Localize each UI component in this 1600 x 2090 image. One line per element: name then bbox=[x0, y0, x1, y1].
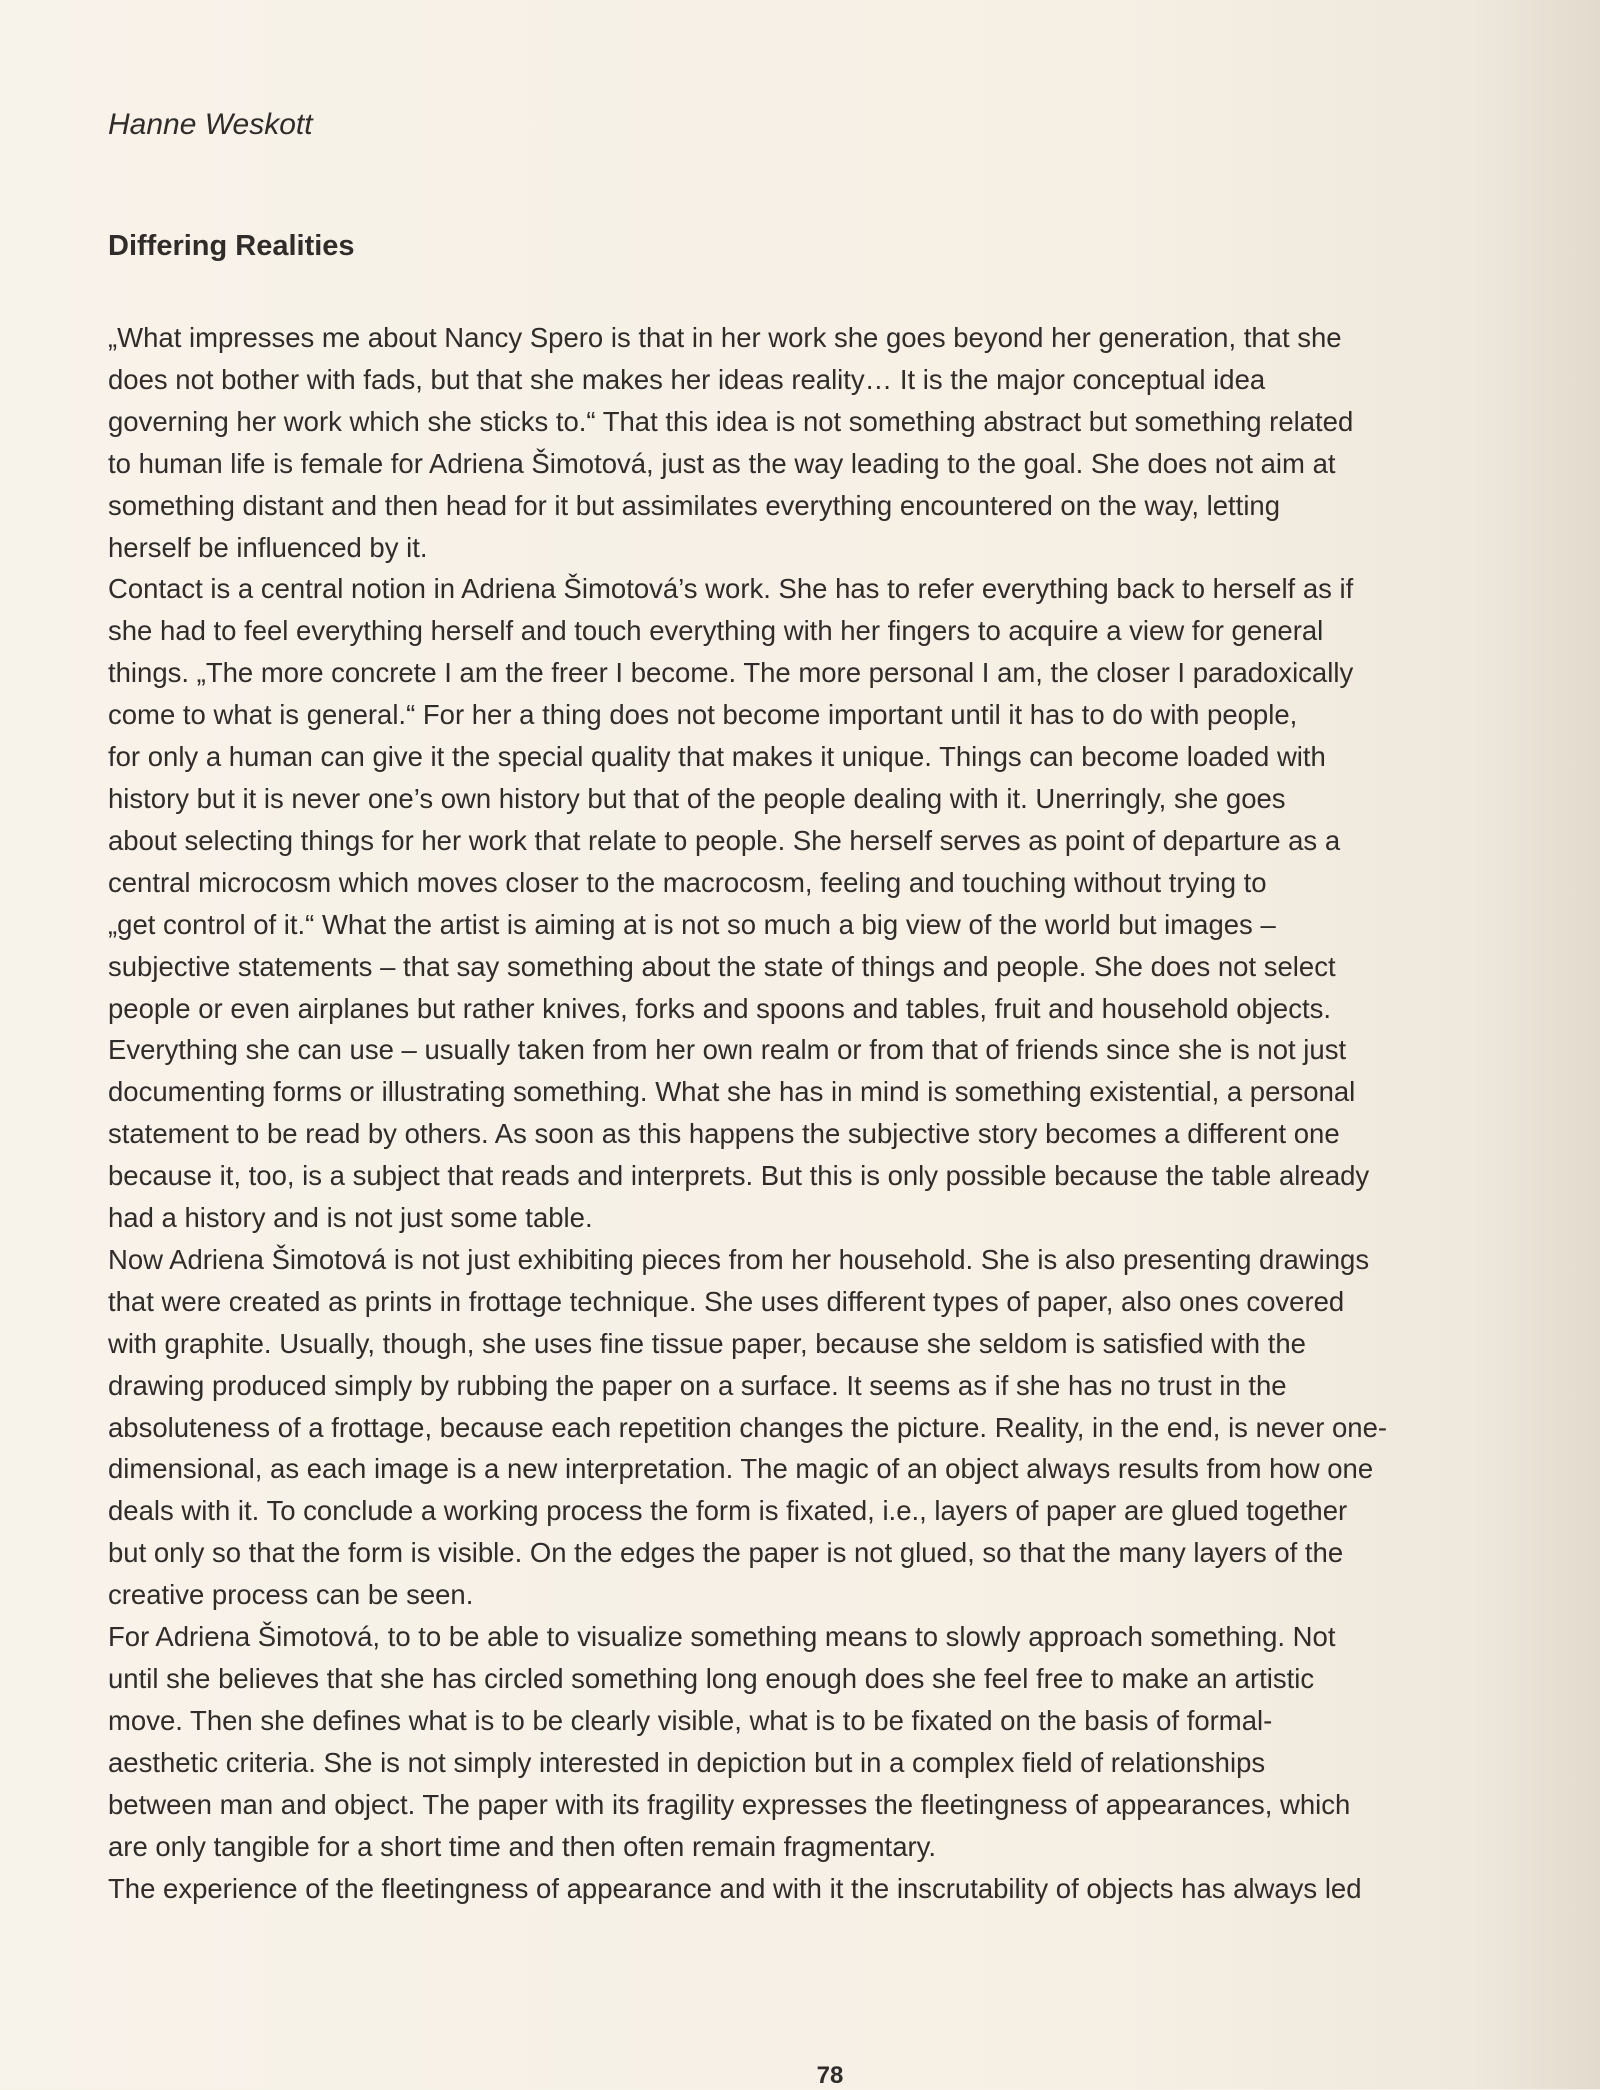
paragraph-4: For Adriena Šimotová, to to be able to visualize something means to slowly approach something. Not until she believes that she has circled something long enough does she feel free to make an artistic move. Then she defines what is to be clearly visible, what is to be fixated on the basis of formal- aesthetic criteria. She is not simply interested in depiction but in a complex field of relationships between man and object. The paper with its fragility expresses the fleetingness of appearances, which are only tangible for a short time and then often remain fragmentary. bbox=[108, 1621, 1351, 1862]
article-title: Differing Realities bbox=[108, 230, 355, 262]
paragraph-2: Contact is a central notion in Adriena Šimotová’s work. She has to refer everything back to herself as if she had to feel everything herself and touch everything with her fingers to acquire a view for general things. „The more concrete I am the freer I become. The more personal I am, the closer I paradoxically come to what is general.“ For her a thing does not become important until it has to do with people, for only a human can give it the special quality that makes it unique. Things can become loaded with history but it is never one’s own history but that of the people dealing with it. Unerringly, she goes about selecting things for her work that relate to people. She herself serves as point of departure as a central microcosm which moves closer to the macrocosm, feeling and touching without trying to „get control of it.“ What the artist is aiming at is not so much a big view of the world but images – subjective statements – that say something about the state of things and people. She does not select people or even airplanes but rather knives, forks and spoons and tables, fruit and household objects. Everything she can use – usually taken from her own realm or from that of friends since she is not just documenting forms or illustrating something. What she has in mind is something existential, a personal statement to be read by others. As soon as this happens the subjective story becomes a different one because it, too, is a subject that reads and interprets. But this is only possible because the table already had a history and is not just some table. bbox=[108, 573, 1370, 1234]
paragraph-1: „What impresses me about Nancy Spero is that in her work she goes beyond her generation, that she does not bother with fads, but that she makes her ideas reality… It is the major conceptual idea governing her work which she sticks to.“ That this idea is not something abstract but something related to human life is female for Adriena Šimotová, just as the way leading to the goal. She does not aim at something distant and then head for it but assimilates everything encountered on the way, letting herself be influenced by it. bbox=[108, 322, 1354, 563]
page-number: 78 bbox=[816, 2062, 844, 2089]
paragraph-5: The experience of the fleetingness of appearance and with it the inscrutability of objects has always led bbox=[108, 1872, 1362, 1904]
paragraph-3: Now Adriena Šimotová is not just exhibiting pieces from her household. She is also presenting drawings that were created as prints in frottage technique. She uses different types of paper, also ones covered with graphite. Usually, though, she uses fine tissue paper, because she seldom is satisfied with the drawing produced simply by rubbing the paper on a surface. It seems as if she has no trust in the absoluteness of a frottage, because each repetition changes the picture. Reality, in the end, is never one- dimensional, as each image is a new interpretation. The magic of an object always results from how one deals with it. To conclude a working process the form is fixated, i.e., layers of paper are glued together but only so that the form is visible. On the edges the paper is not glued, so that the many layers of the creative process can be seen. bbox=[108, 1243, 1388, 1611]
author-name: Hanne Weskott bbox=[108, 108, 313, 141]
article-body bbox=[108, 317, 1548, 1909]
